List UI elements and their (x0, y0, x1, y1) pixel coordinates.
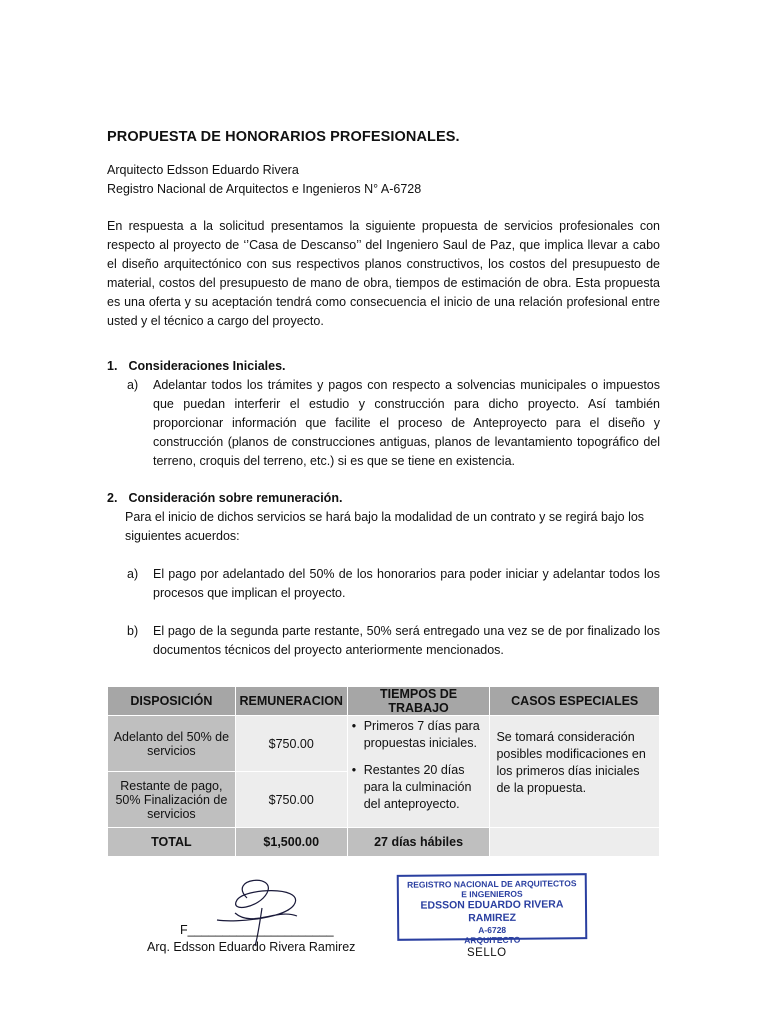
section-1-heading (107, 357, 660, 376)
casos-text: Se tomará consideración posibles modificaciones en los primeros días iniciales de la propuesta. (496, 729, 646, 795)
fees-table (107, 686, 660, 857)
tiempo-bullet-1 (352, 718, 486, 752)
tiempo-bullet-2 (352, 762, 486, 813)
item-text: El pago por adelantado del 50% de los honorarios para poder iniciar y adelantar todos los procesos que implican el proyecto. (153, 567, 660, 600)
section-initial-considerations (107, 357, 660, 471)
row-1-remuneracion: $750.00 (235, 716, 347, 772)
tiempos-cell (347, 716, 490, 828)
table-row (108, 716, 660, 772)
signature-line: F_____________________ (180, 923, 334, 937)
bullet-icon: • (351, 763, 357, 777)
total-tiempo: 27 días hábiles (347, 828, 490, 857)
section-2-item-a (107, 565, 660, 603)
intro-paragraph: En respuesta a la solicitud presentamos la siguiente propuesta de servicios profesionales con respecto al proyecto de ‘’Casa de Descanso’’ del Ingeniero Saul de Paz, que implica llevar a cabo el diseño arquitectónico con sus respectivos planos constructivos, los costos del presupuesto de material, costos del presupuesto de mano de obra, tiempos de estimación de obra. Esta propuesta es una oferta y su aceptación tendrá como consecuencia el inicio de una relación profesional entre usted y el técnico a cargo del proyecto. (107, 219, 660, 328)
bullet-icon: • (351, 719, 357, 733)
table-total-row (108, 828, 660, 857)
author-name: Arquitecto Edsson Eduardo Rivera (107, 163, 299, 177)
section-2-paragraph: Para el inicio de dichos servicios se hará bajo la modalidad de un contrato y se regirá bajo los siguientes acuerdos: (125, 510, 645, 543)
section-1-number: 1. (107, 359, 118, 373)
header-remuneracion: REMUNERACION (235, 687, 347, 716)
total-label: TOTAL (108, 828, 236, 857)
seal-label: SELLO (467, 947, 507, 959)
table-header-row (108, 687, 660, 716)
header-disposicion: DISPOSICIÓN (108, 687, 236, 716)
tiempo-text-1: Primeros 7 días para propuestas iniciales. (363, 719, 480, 750)
item-label: a) (127, 567, 139, 581)
seal-line-1: REGISTRO NACIONAL DE ARQUITECTOS (407, 878, 577, 890)
section-2-number: 2. (107, 491, 118, 505)
section-2-item-b (107, 622, 660, 660)
section-remuneration (107, 489, 660, 660)
header-casos: CASOS ESPECIALES (490, 687, 660, 716)
total-remuneracion: $1,500.00 (235, 828, 347, 857)
author-block (107, 161, 421, 199)
signature-name: Arq. Edsson Eduardo Rivera Ramirez (147, 940, 356, 954)
seal-line-3: EDSSON EDUARDO RIVERA RAMIREZ (420, 898, 564, 925)
item-text: El pago de la segunda parte restante, 50% será entregado una vez se de por finalizado los documentos técnicos del proyecto anteriormente mencionados. (153, 624, 660, 657)
official-seal-stamp (397, 873, 588, 946)
row-2-remuneracion: $750.00 (235, 772, 347, 828)
document-title: PROPUESTA DE HONORARIOS PROFESIONALES. (107, 129, 460, 145)
seal-line-5: ARQUITECTO (464, 934, 521, 946)
casos-cell (490, 716, 660, 828)
item-label: b) (127, 624, 139, 638)
section-2-title: Consideración sobre remuneración. (128, 491, 343, 505)
header-tiempos: TIEMPOS DE TRABAJO (347, 687, 490, 716)
seal-line-2: E INGENIEROS (461, 888, 523, 900)
section-2-heading (107, 489, 660, 508)
tiempo-text-2: Restantes 20 días para la culminación del anteproyecto. (363, 763, 472, 811)
author-registry: Registro Nacional de Arquitectos e Ingenieros N° A-6728 (107, 182, 422, 196)
seal-line-4: A-6728 (478, 924, 507, 936)
row-2-disposicion: Restante de pago, 50% Finalización de servicios (108, 772, 236, 828)
signature-block (107, 868, 367, 958)
total-casos-empty (490, 828, 660, 857)
section-1-title: Consideraciones Iniciales. (128, 359, 286, 373)
row-1-disposicion: Adelanto del 50% de servicios (108, 716, 236, 772)
item-label: a) (127, 378, 139, 392)
item-text: Adelantar todos los trámites y pagos con respecto a solvencias municipales o impuestos que puedan interferir el estudio y construcción para dicho proyecto. Así también proporcionar información que facilite el proceso de Anteproyecto para el diseño y construcción (planos de construcciones antiguas, planos de levantamiento topográfico del terreno, croquis del terreno, etc.) si es que se tiene en existencia. (153, 378, 660, 468)
section-1-item-a (107, 376, 660, 471)
